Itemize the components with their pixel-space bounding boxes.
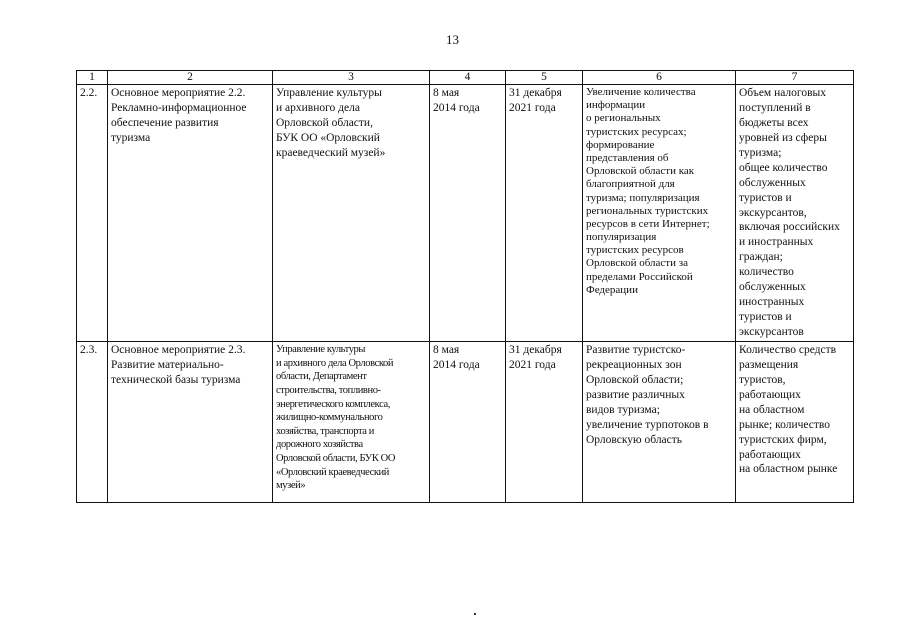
cell-line: туристов и — [739, 311, 792, 324]
cell-line: «Орловский краеведческий — [276, 466, 389, 478]
page-number: 13 — [446, 32, 459, 47]
cell-line: музей» — [276, 480, 306, 492]
cell-line: технической базы туризма — [111, 373, 241, 386]
cell-line: рекреационных зон — [586, 358, 682, 371]
cell-line: 31 декабря — [509, 343, 562, 356]
cell-line: Орловскую область — [586, 433, 683, 446]
cell-line: 2021 года — [509, 358, 556, 371]
cell-line: ресурсов в сети Интернет; — [586, 217, 710, 230]
cell-line: экскурсантов — [739, 326, 804, 338]
cell-line: экскурсантов, — [739, 206, 807, 219]
cell-line: Основное мероприятие 2.3. — [111, 343, 246, 356]
result-cell — [583, 341, 736, 502]
cell-line: туристских ресурсов — [586, 244, 684, 257]
cell-line: популяризация — [586, 231, 657, 244]
cell-line: благоприятной для — [586, 178, 675, 191]
cell-line: развитие различных — [586, 388, 685, 401]
table-row — [77, 85, 854, 342]
cell-line: формирование — [586, 138, 655, 151]
cell-line: Количество средств — [739, 343, 837, 356]
cell-line: Развитие материально- — [111, 358, 224, 371]
column-header: 3 — [273, 71, 430, 85]
cell-line: и архивного дела Орловской — [276, 357, 394, 369]
end-date-cell — [506, 85, 583, 342]
cell-line: туристов и — [739, 191, 792, 204]
cell-line: обслуженных — [739, 281, 806, 294]
cell-line: Орловской области как — [586, 165, 695, 178]
cell-line: работающих — [739, 388, 801, 401]
cell-line: Орловской области, БУК ОО — [276, 453, 396, 465]
cell-line: уровней из сферы — [739, 131, 827, 144]
cell-line: граждан; — [739, 251, 783, 264]
cell-line: 2014 года — [433, 358, 480, 371]
end-date-cell — [506, 341, 583, 502]
cell-line: области, Департамент — [276, 371, 367, 383]
cell-line: Развитие туристско- — [586, 343, 686, 356]
row-number-cell: 2.2. — [77, 85, 108, 342]
activities-table — [76, 70, 854, 503]
indicator-cell — [736, 85, 854, 342]
cell-line: общее количество — [739, 161, 828, 174]
cell-line: Управление культуры — [276, 87, 382, 99]
cell-line: работающих — [739, 448, 801, 461]
executor-cell — [273, 85, 430, 342]
cell-line: туристских ресурсах; — [586, 125, 687, 138]
cell-line: Управление культуры — [276, 343, 366, 355]
cell-line: и иностранных — [739, 236, 814, 249]
cell-line: дорожного хозяйства — [276, 439, 363, 451]
cell-line: краеведческий музей» — [276, 146, 386, 159]
cell-line: Федерации — [586, 283, 638, 296]
cell-line: энергетического комплекса, — [276, 398, 390, 410]
column-header: 2 — [108, 71, 273, 85]
cell-line: жилищно-коммунального — [276, 412, 383, 424]
cell-line: 8 мая — [433, 87, 460, 99]
cell-line: бюджеты всех — [739, 116, 809, 129]
cell-line: иностранных — [739, 296, 805, 309]
executor-cell — [273, 341, 430, 502]
cell-line: размещения — [739, 358, 799, 371]
cell-line: Основное мероприятие 2.2. — [111, 87, 246, 99]
column-number-row — [77, 71, 854, 85]
cell-line: Орловской области, — [276, 116, 373, 129]
cell-line: представления об — [586, 151, 669, 164]
cell-line: обеспечение развития — [111, 116, 219, 129]
cell-line: туризма; популяризация — [586, 191, 700, 204]
cell-line: обслуженных — [739, 176, 806, 189]
cell-line: поступлений в — [739, 101, 811, 114]
cell-line: на областном — [739, 403, 805, 416]
column-header: 6 — [583, 71, 736, 85]
cell-line: Объем налоговых — [739, 87, 827, 99]
cell-line: туризма — [111, 131, 151, 144]
cell-line: видов туризма; — [586, 403, 660, 416]
cell-line: Рекламно-информационное — [111, 101, 247, 114]
column-header: 7 — [736, 71, 854, 85]
cell-line: увеличение турпотоков в — [586, 418, 709, 431]
column-header: 1 — [77, 71, 108, 85]
cell-line: пределами Российской — [586, 270, 693, 283]
cell-line: на областном рынке — [739, 463, 838, 476]
cell-line: региональных туристских — [586, 204, 709, 217]
cell-line: Орловской области; — [586, 373, 684, 386]
cell-line: туризма; — [739, 146, 782, 159]
cell-line: Увеличение количества — [586, 86, 696, 98]
column-header: 5 — [506, 71, 583, 85]
cell-line: и архивного дела — [276, 101, 360, 114]
result-cell — [583, 85, 736, 342]
table-row — [77, 341, 854, 502]
start-date-cell — [430, 85, 506, 342]
cell-line: 8 мая — [433, 343, 460, 356]
cell-line: туристских фирм, — [739, 433, 827, 446]
cell-line: о региональных — [586, 112, 661, 125]
cell-line: туристов, — [739, 373, 786, 386]
cell-line: Орловской области за — [586, 257, 688, 270]
indicator-cell — [736, 341, 854, 502]
cell-line: информации — [586, 99, 646, 112]
cell-line: включая российских — [739, 221, 840, 234]
row-number-cell: 2.3. — [77, 341, 108, 502]
cell-line: рынке; количество — [739, 418, 831, 431]
cell-line: 2014 года — [433, 101, 480, 114]
column-header: 4 — [430, 71, 506, 85]
cell-line: количество — [739, 266, 794, 279]
scan-dot-mark — [474, 613, 476, 615]
cell-line: БУК ОО «Орловский — [276, 131, 380, 144]
start-date-cell — [430, 341, 506, 502]
event-cell — [108, 341, 273, 502]
cell-line: строительства, топливно- — [276, 384, 381, 396]
cell-line: 31 декабря — [509, 87, 562, 99]
cell-line: хозяйства, транспорта и — [276, 425, 374, 437]
event-cell — [108, 85, 273, 342]
cell-line: 2021 года — [509, 101, 556, 114]
